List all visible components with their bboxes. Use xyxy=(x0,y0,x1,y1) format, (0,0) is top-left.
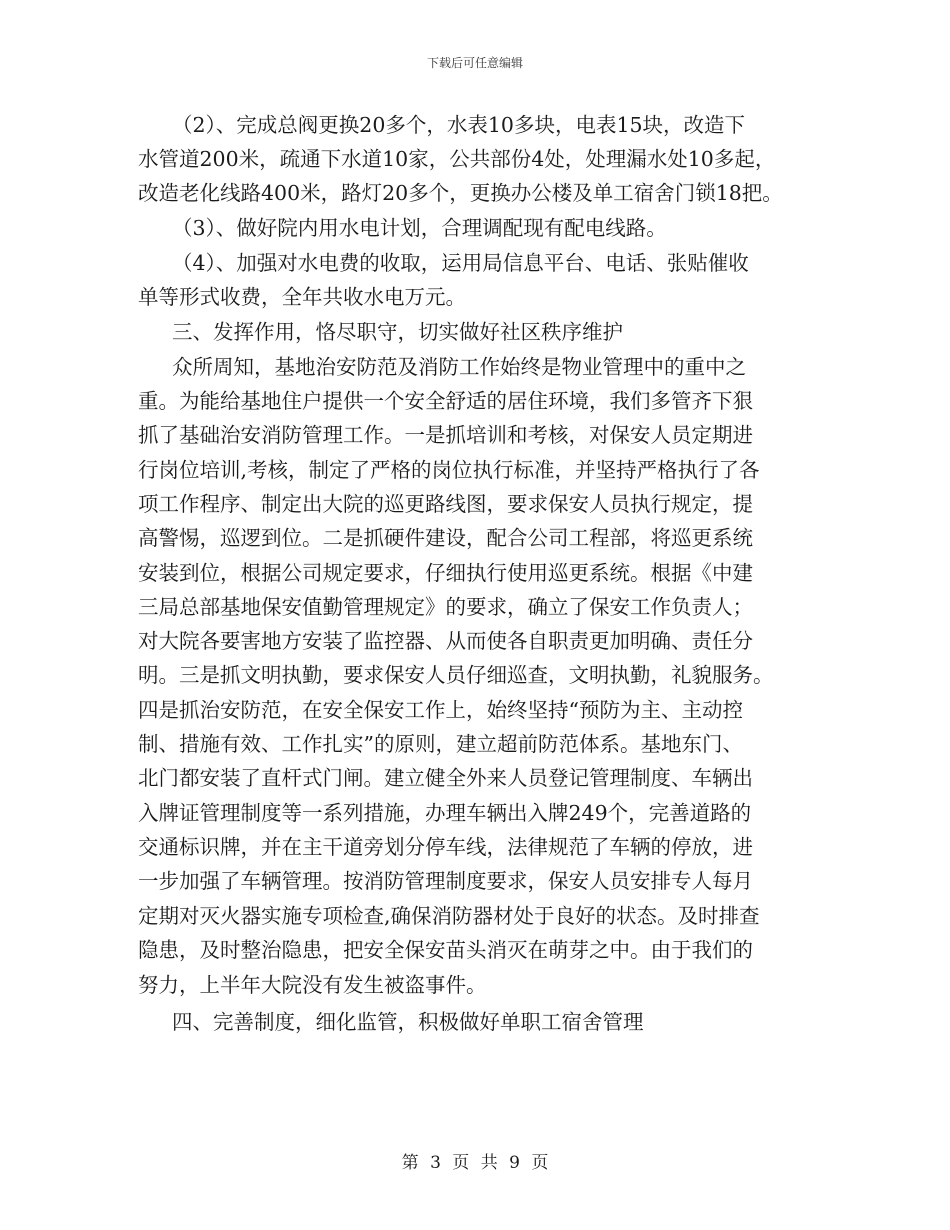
text-line: 入牌证管理制度等一系列措施，办理车辆出入牌249个，完善道路的 xyxy=(138,801,752,825)
text-line: 单等形式收费，全年共收水电万元。 xyxy=(138,285,466,309)
text-line: 交通标识牌，并在主干道旁划分停车线，法律规范了车辆的停放，进 xyxy=(138,835,753,859)
text-line: 四是抓治安防范，在安全保安工作上，始终坚持“预防为主、主动控 xyxy=(138,698,743,722)
text-line: （4）、加强对水电费的收取，运用局信息平台、电话、张贴催收 xyxy=(172,251,749,275)
text-line: 高警惕，巡逻到位。二是抓硬件建设，配合公司工程部，将巡更系统 xyxy=(138,526,753,550)
text-line: 定期对灭火器实施专项检查,确保消防器材处于良好的状态。及时排查 xyxy=(138,904,760,928)
text-line: 众所周知，基地治安防范及消防工作始终是物业管理中的重中之 xyxy=(172,355,746,379)
text-line: 努力，上半年大院没有发生被盗事件。 xyxy=(138,973,487,997)
text-line: 安装到位，根据公司规定要求，仔细执行使用巡更系统。根据《中建 xyxy=(138,561,753,585)
text-line: 抓了基础治安消防管理工作。一是抓培训和考核，对保安人员定期进 xyxy=(138,423,753,447)
text-line: 项工作程序、制定出大院的巡更路线图，要求保安人员执行规定，提 xyxy=(138,492,753,516)
text-line: （3）、做好院内用水电计划，合理调配现有配电线路。 xyxy=(172,216,667,240)
text-line: 水管道200米，疏通下水道10家，公共部份4处，处理漏水处10多起， xyxy=(138,147,776,171)
text-line: 三、发挥作用，恪尽职守，切实做好社区秩序维护 xyxy=(172,320,623,344)
text-line: 明。三是抓文明执勤，要求保安人员仔细巡查，文明执勤，礼貌服务。 xyxy=(138,663,774,687)
text-line: 一步加强了车辆管理。按消防管理制度要求，保安人员安排专人每月 xyxy=(138,869,753,893)
text-line: 对大院各要害地方安装了监控器、从而使各自职责更加明确、责任分 xyxy=(138,629,753,653)
text-line: 北门都安装了直杆式门闸。建立健全外来人员登记管理制度、车辆出 xyxy=(138,766,753,790)
text-line: 三局总部基地保安值勤管理规定》的要求，确立了保安工作负责人； xyxy=(138,595,753,619)
page-footer: 第 3 页 共 9 页 xyxy=(401,1153,549,1173)
text-line: 重。为能给基地住户提供一个安全舒适的居住环境，我们多管齐下狠 xyxy=(138,389,753,413)
text-line: 改造老化线路400米，路灯20多个，更换办公楼及单工宿舍门锁18把。 xyxy=(138,181,783,205)
text-line: 行岗位培训,考核，制定了严格的岗位执行标准，并坚持严格执行了各 xyxy=(138,458,760,482)
text-line: 隐患，及时整治隐患，把安全保安苗头消灭在萌芽之中。由于我们的 xyxy=(138,938,753,962)
page-header: 下载后可任意编辑 xyxy=(426,56,523,70)
text-line: 四、完善制度，细化监管，积极做好单职工宿舍管理 xyxy=(172,1010,644,1034)
text-line: （2）、完成总阀更换20多个，水表10多块，电表15块，改造下 xyxy=(172,113,746,137)
text-line: 制、措施有效、工作扎实”的原则，建立超前防范体系。基地东门、 xyxy=(138,732,743,756)
